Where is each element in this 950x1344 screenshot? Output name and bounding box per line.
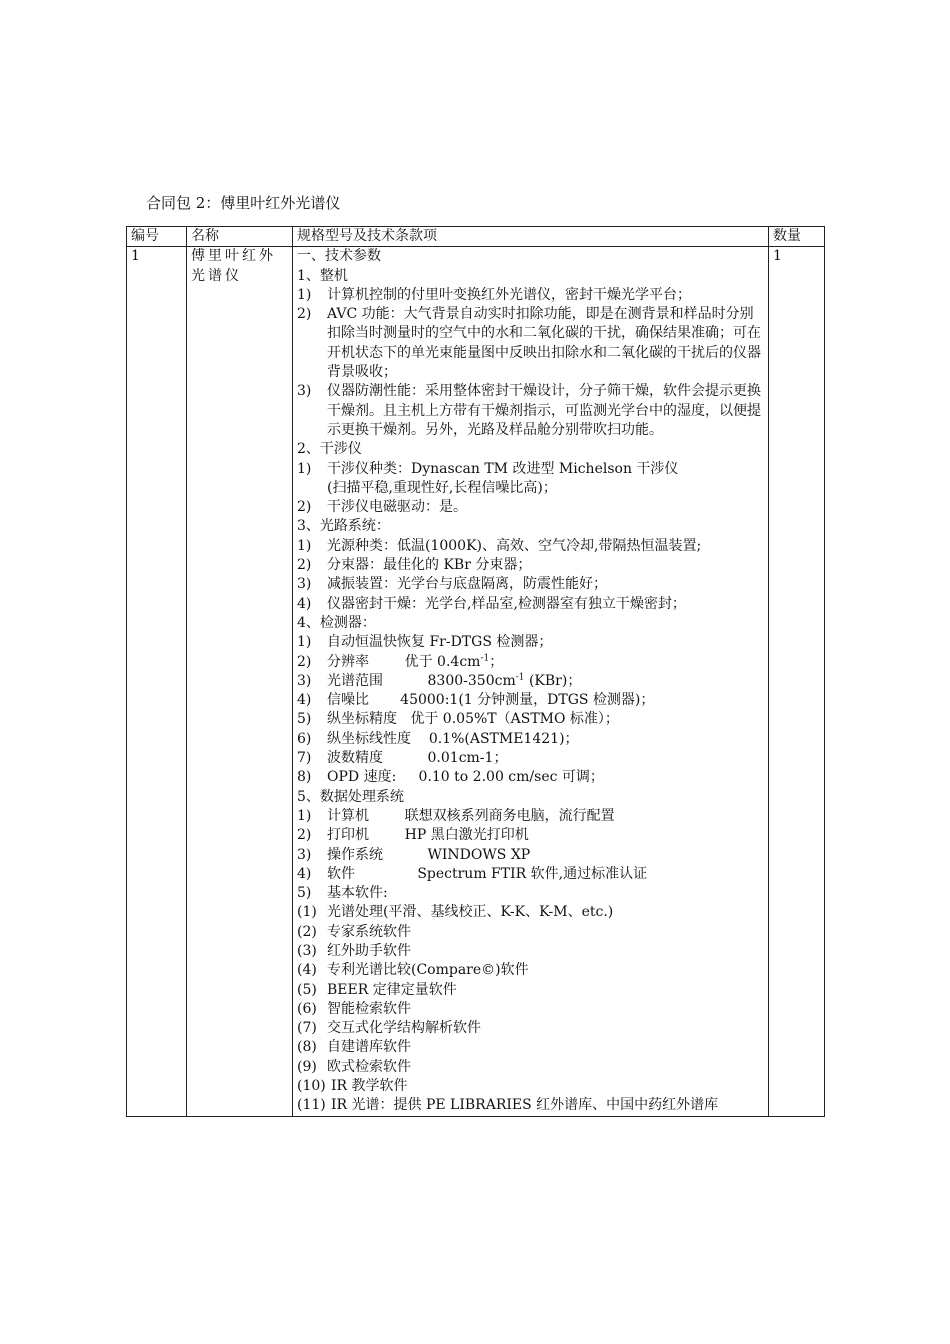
list-item-number: 2) xyxy=(297,306,312,323)
list-item-number: 5) xyxy=(297,885,312,902)
list-item-number: 2) xyxy=(297,653,312,670)
item-value: HP 黑白激光打印机 xyxy=(404,827,529,844)
list-item-number: 8) xyxy=(297,769,312,786)
table-caption: 合同包 2：傅里叶红外光谱仪 xyxy=(146,194,341,212)
list-item-number: 4) xyxy=(297,595,312,612)
list-item-number: 4) xyxy=(297,865,312,882)
software-item-number: (11) xyxy=(297,1097,326,1114)
list-item-text xyxy=(327,653,764,672)
list-item-text xyxy=(327,633,764,652)
item-value-tail: (KBr)； xyxy=(524,672,582,689)
item-value: 0.10 to 2.00 cm/sec 可调； xyxy=(418,769,604,786)
item-label: 计算机 xyxy=(327,807,405,824)
list-item-text: 光源种类：低温(1000K)、高效、空气冷却,带隔热恒温装置; xyxy=(327,537,702,554)
list-item-text: 仪器防潮性能：采用整体密封干燥设计，分子筛干燥，软件会提示更换干燥剂。且主机上方带有干燥剂指示，可监测光学台中的湿度，以便提示更换干燥剂。另外，光路及样品舱分别带吹扫功能。 xyxy=(327,383,761,438)
header-spec: 规格型号及技术条款项 xyxy=(293,227,769,247)
software-item-number: (2) xyxy=(297,923,317,940)
software-item-number: (3) xyxy=(297,942,317,959)
item-label: 纵坐标精度 xyxy=(327,711,411,728)
software-item-text: 专利光谱比较(Compare©)软件 xyxy=(327,962,529,979)
list-item xyxy=(297,633,764,652)
table-header-row xyxy=(127,227,825,247)
spec-table xyxy=(126,226,825,1117)
list-item-number: 5) xyxy=(297,711,312,728)
list-item-number: 3) xyxy=(297,846,312,863)
table-row xyxy=(127,247,825,1116)
item-value: WINDOWS XP xyxy=(427,846,531,863)
list-item xyxy=(297,865,764,884)
list-item-text: 干涉仪种类：Dynascan TM 改进型 Michelson 干涉仪 xyxy=(327,460,679,477)
software-item xyxy=(297,1096,764,1115)
software-item-text: BEER 定律定量软件 xyxy=(327,981,457,998)
section-title: 2、干涉仪 xyxy=(297,441,362,458)
software-item xyxy=(297,1038,764,1057)
list-item-number: 1) xyxy=(297,634,312,651)
list-item xyxy=(297,460,764,479)
list-item xyxy=(297,595,764,614)
list-item-text: 计算机控制的付里叶变换红外光谱仪，密封干燥光学平台； xyxy=(327,286,691,303)
list-item-number: 7) xyxy=(297,750,312,767)
list-item xyxy=(297,286,764,305)
list-item xyxy=(297,575,764,594)
software-item-number: (1) xyxy=(297,904,317,921)
list-item-number: 1) xyxy=(297,460,312,477)
list-item xyxy=(297,691,764,710)
software-item xyxy=(297,961,764,980)
list-item xyxy=(297,768,764,787)
software-item-text: IR 光谱：提供 PE LIBRARIES 红外谱库、中国中药红外谱库 xyxy=(331,1097,719,1114)
software-item xyxy=(297,981,764,1000)
list-item-text: 干涉仪电磁驱动：是。 xyxy=(327,499,467,516)
list-item xyxy=(297,884,764,903)
header-name: 名称 xyxy=(187,227,293,247)
item-label: 软件 xyxy=(327,865,418,882)
list-item-text xyxy=(327,749,764,768)
item-value: 8300-350cm xyxy=(427,672,516,689)
list-item-number: 1) xyxy=(297,537,312,554)
list-item-text: AVC 功能：大气背景自动实时扣除功能，即是在测背景和样品时分别扣除当时测量时的空气中的水和二氧化碳的干扰，确保结果准确；可在开机状态下的单光束能量图中反映出扣除水和二氧化碳的干扰后的仪器背景吸收； xyxy=(327,306,761,381)
header-no: 编号 xyxy=(127,227,187,247)
list-item-number: 1) xyxy=(297,807,312,824)
item-superscript: -1 xyxy=(480,652,490,663)
list-item xyxy=(297,537,764,556)
list-item-number: 2) xyxy=(297,499,312,516)
software-item-text: 自建谱库软件 xyxy=(327,1039,411,1056)
list-item xyxy=(297,807,764,826)
item-value: 45000:1(1 分钟测量，DTGS 检测器)； xyxy=(400,692,655,709)
list-item-number: 6) xyxy=(297,730,312,747)
item-label: 自动恒温快恢复 Fr-DTGS 检测器； xyxy=(327,634,553,651)
section-1-items xyxy=(297,286,764,440)
cell-spec xyxy=(293,247,769,1116)
software-item-text: 红外助手软件 xyxy=(327,942,411,959)
section-2-items xyxy=(297,460,764,518)
item-value: 0.01cm-1； xyxy=(427,750,508,767)
software-item xyxy=(297,923,764,942)
list-item-number: 3) xyxy=(297,576,312,593)
list-item xyxy=(297,498,764,517)
list-item xyxy=(297,846,764,865)
software-item-number: (9) xyxy=(297,1058,317,1075)
software-item-number: (7) xyxy=(297,1020,317,1037)
list-item xyxy=(297,672,764,691)
list-item-text xyxy=(327,730,764,749)
item-label: 信噪比 xyxy=(327,692,401,709)
item-label: 分辨率 xyxy=(327,653,405,670)
software-item-text: IR 教学软件 xyxy=(331,1078,408,1095)
list-item-text xyxy=(327,846,764,865)
section-title: 5、数据处理系统 xyxy=(297,788,404,805)
cell-name: 傅里叶红外光谱仪 xyxy=(187,247,293,1116)
list-item-text xyxy=(327,865,764,884)
list-item-text xyxy=(327,691,764,710)
list-item-text xyxy=(327,768,764,787)
software-item-number: (10) xyxy=(297,1078,326,1095)
list-item-text xyxy=(327,710,764,729)
software-item xyxy=(297,1000,764,1019)
list-item-number: 4) xyxy=(297,692,312,709)
software-item-number: (6) xyxy=(297,1000,317,1017)
software-item-number: (8) xyxy=(297,1039,317,1056)
software-item xyxy=(297,903,764,922)
software-list xyxy=(297,903,764,1115)
item-label: 纵坐标线性度 xyxy=(327,730,429,747)
list-item xyxy=(297,749,764,768)
section-title: 4、检测器： xyxy=(297,614,376,631)
header-qty: 数量 xyxy=(769,227,825,247)
software-item-text: 欧式检索软件 xyxy=(327,1058,411,1075)
item-value: 优于 0.4cm xyxy=(404,653,481,670)
list-item-text xyxy=(327,884,764,903)
item-superscript: -1 xyxy=(515,672,525,683)
item-label: 光谱范围 xyxy=(327,672,428,689)
item-value: 优于 0.05%T（ASTMO 标准）； xyxy=(410,711,619,728)
item-label: 打印机 xyxy=(327,827,405,844)
list-item-number: 2) xyxy=(297,557,312,574)
list-item-text: 仪器密封干燥：光学台,样品室,检测器室有独立干燥密封； xyxy=(327,595,686,612)
section-title: 1、整机 xyxy=(297,267,348,284)
item-value: 联想双核系列商务电脑，流行配置 xyxy=(404,807,615,824)
item-label: 波数精度 xyxy=(327,750,428,767)
item-value: 0.1%(ASTME1421)； xyxy=(428,730,579,747)
list-item-text xyxy=(327,826,764,845)
item-label: OPD 速度: xyxy=(327,769,419,786)
section-4-items xyxy=(297,633,764,787)
spec-heading: 一、技术参数 xyxy=(297,248,381,265)
list-item xyxy=(297,730,764,749)
cell-no: 1 xyxy=(127,247,187,1116)
list-item-number: 3) xyxy=(297,672,312,689)
list-item-text: 减振装置：光学台与底盘隔离，防震性能好； xyxy=(327,576,607,593)
list-item-number: 1) xyxy=(297,286,312,303)
software-item xyxy=(297,1058,764,1077)
section-title: 3、光路系统： xyxy=(297,518,390,535)
software-item-text: 智能检索软件 xyxy=(327,1000,411,1017)
list-item-number: 3) xyxy=(297,383,312,400)
software-item-number: (5) xyxy=(297,981,317,998)
software-item xyxy=(297,942,764,961)
section-3-items xyxy=(297,537,764,614)
list-item-text xyxy=(327,672,764,691)
item-value: Spectrum FTIR 软件,通过标准认证 xyxy=(417,865,648,882)
list-item xyxy=(297,653,764,672)
list-item-continuation: (扫描平稳,重现性好,长程信噪比高)； xyxy=(327,479,557,496)
software-item-text: 光谱处理(平滑、基线校正、K-K、K-M、etc.) xyxy=(327,904,614,921)
software-item-text: 专家系统软件 xyxy=(327,923,411,940)
software-item xyxy=(297,1019,764,1038)
list-item-text xyxy=(327,807,764,826)
list-item xyxy=(297,710,764,729)
cell-qty: 1 xyxy=(769,247,825,1116)
software-item-text: 交互式化学结构解析软件 xyxy=(327,1020,481,1037)
section-5-items xyxy=(297,807,764,903)
list-item-text: 分束器：最佳化的 KBr 分束器； xyxy=(327,557,532,574)
list-item xyxy=(297,826,764,845)
item-value-tail: ； xyxy=(489,653,504,670)
item-label: 操作系统 xyxy=(327,846,428,863)
software-item xyxy=(297,1077,764,1096)
list-item xyxy=(297,382,764,440)
list-item xyxy=(297,556,764,575)
list-item xyxy=(297,305,764,382)
software-item-number: (4) xyxy=(297,962,317,979)
list-item-number: 2) xyxy=(297,827,312,844)
item-label: 基本软件: xyxy=(327,885,388,902)
